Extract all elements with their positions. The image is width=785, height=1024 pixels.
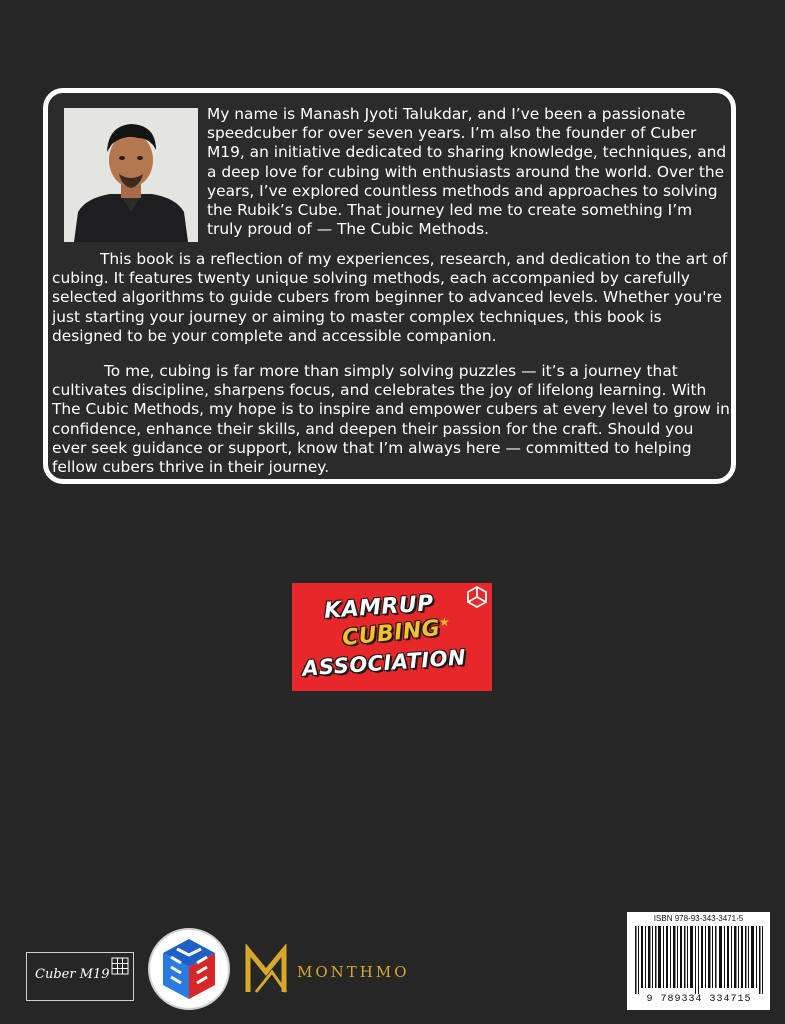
rubiks-cube-logo <box>147 927 231 1011</box>
star-icon: ★ <box>439 615 450 629</box>
association-logo-line-1: KAMRUP <box>323 591 435 624</box>
bio-paragraph-3: To me, cubing is far more than simply solving puzzles — it’s a journey that cultivates discipline, sharpens focus, and celebrates the joy of lifelong learning. With The Cubic Methods, my hope is to inspire and empower cubers at every level to grow in confidence, enhance their skills, and deepen their passion for the craft. Should you ever seek guidance or support, know that I’m always here — committed to helping fellow cubers thrive in their journey. <box>52 362 730 477</box>
kamrup-cubing-association-logo <box>292 583 492 691</box>
barcode-bars <box>633 926 765 994</box>
bio-paragraph-2: This book is a reflection of my experiences, research, and dedication to the art of cubing. It features twenty unique solving methods, each accompanied by carefully selected algorithms to guide cubers from beginner to advanced levels. Whether you're just starting your journey or aiming to master complex techniques, this book is designed to be your complete and accessible companion. <box>52 250 728 345</box>
author-bio-panel <box>43 88 736 484</box>
association-logo-line-2: CUBING <box>340 615 442 652</box>
monthmo-mark-icon <box>244 944 290 996</box>
isbn-barcode <box>627 912 770 1010</box>
cuber-m19-wordmark: Cuber M19 <box>35 967 110 982</box>
barcode-digits: 9 789334 334715 <box>646 994 752 1005</box>
cuber-m19-logo <box>26 952 134 1001</box>
author-photo <box>64 108 198 242</box>
association-logo-line-3: ASSOCIATION <box>301 645 467 681</box>
bio-paragraph-1: My name is Manash Jyoti Talukdar, and I’ve been a passionate speedcuber for over seven years. I’m also the founder of Cuber M19, an initiative dedicated to sharing knowledge, techniques, and a deep love for cubing with enthusiasts around the world. Over the years, I’ve explored countless methods and approaches to solving the Rubik’s Cube. That journey led me to create something I’m truly proud of — The Cubic Methods. <box>207 105 727 239</box>
isbn-label: ISBN 978-93-343-3471-5 <box>653 914 744 923</box>
cube-outline-icon <box>465 585 489 609</box>
cube-grid-icon <box>111 957 129 975</box>
monthmo-wordmark: MONTHMO <box>297 963 410 981</box>
